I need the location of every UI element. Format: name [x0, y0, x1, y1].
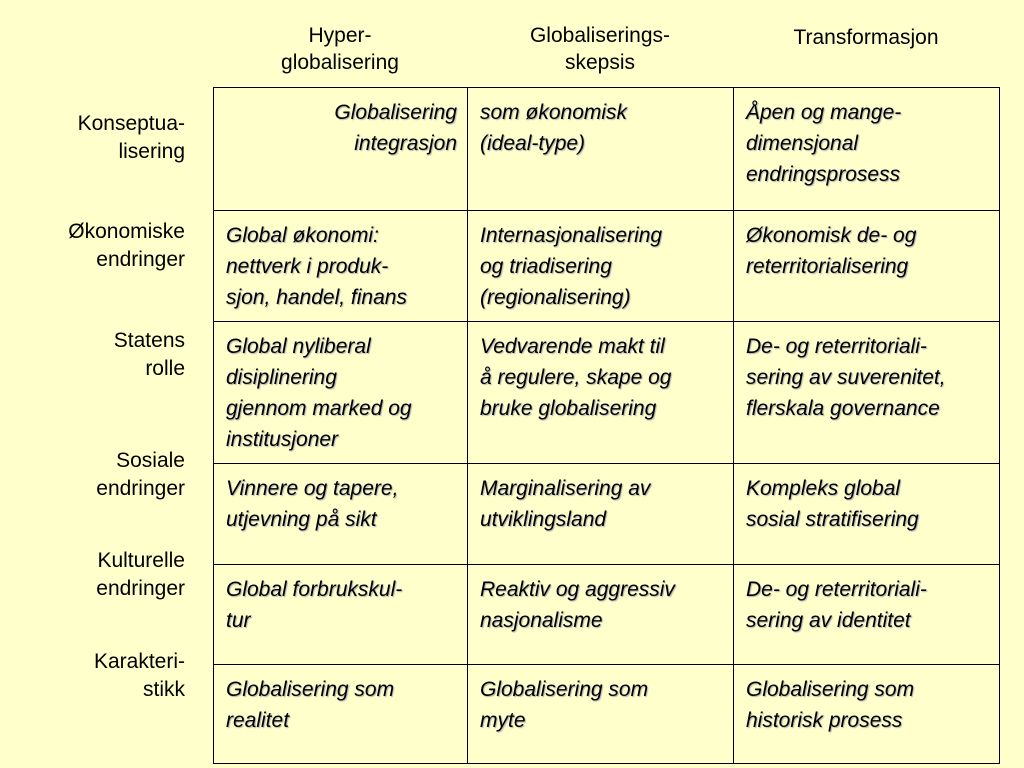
table-row [214, 322, 1000, 464]
cell-line: Global økonomi: [226, 224, 379, 247]
table-cell [734, 322, 1000, 464]
cell-line: Internasjonalisering [480, 224, 663, 247]
table-cell [214, 665, 468, 764]
table-cell [734, 464, 1000, 565]
cell-line: De- og reterritoriali- [746, 578, 927, 601]
cell-line: institusjoner [226, 428, 339, 451]
cell-line: nettverk i produk- [226, 255, 389, 278]
cell-line: Globalisering som [480, 678, 649, 701]
cell-line: Globalisering [334, 101, 457, 124]
cell-line: utviklingsland [480, 508, 607, 531]
cell-line: disiplinering [226, 366, 337, 389]
cell-line: sering av identitet [746, 609, 911, 632]
column-header-globaliseringsskepsis: Globaliserings- skepsis [529, 24, 671, 74]
cell-line: utjevning på sikt [226, 508, 377, 531]
cell-line: Kompleks global [746, 477, 901, 500]
table-row [214, 88, 1000, 211]
cell-line: dimensjonal [746, 132, 859, 155]
cell-line: tur [226, 609, 251, 632]
cell-line: realitet [226, 709, 290, 732]
table-cell [214, 211, 468, 322]
cell-line: sosial stratifisering [746, 508, 919, 531]
table-row [214, 211, 1000, 322]
column-header-transformasjon: Transformasjon [793, 26, 939, 49]
cell-line: De- og reterritoriali- [746, 335, 927, 358]
cell-line: Reaktiv og aggressiv [480, 578, 675, 601]
table-cell [468, 665, 734, 764]
cell-line: (regionalisering) [480, 286, 631, 309]
table-cell [214, 322, 468, 464]
cell-line: Globalisering som [746, 678, 915, 701]
table-row [214, 565, 1000, 665]
table-cell [734, 211, 1000, 322]
cell-line: endringsprosess [746, 163, 901, 186]
cell-line: Global forbrukskul- [226, 578, 403, 601]
cell-line: flerskala governance [746, 397, 940, 420]
cell-line: myte [480, 709, 526, 732]
cell-line: Marginalisering av [480, 477, 651, 500]
cell-line: som økonomisk [480, 101, 628, 124]
table-row [214, 464, 1000, 565]
cell-line: Økonomisk de- og [746, 224, 917, 247]
cell-line: bruke globalisering [480, 397, 657, 420]
cell-line: historisk prosess [746, 709, 903, 732]
cell-line: reterritorialisering [746, 255, 909, 278]
cell-line: Global nyliberal [226, 335, 371, 358]
table-cell [468, 464, 734, 565]
cell-line: Vedvarende makt til [480, 335, 665, 358]
table-cell [214, 565, 468, 665]
cell-line: sjon, handel, finans [226, 286, 407, 309]
row-label-karakteristikk: Karakteri- stikk [93, 650, 185, 701]
column-header-hyperglobalisering: Hyper- globalisering [281, 24, 399, 74]
cell-line: Globalisering som [226, 678, 395, 701]
table-cell [468, 565, 734, 665]
table-cell [468, 88, 734, 211]
row-label-konseptualisering: Konseptua- lisering [77, 112, 185, 163]
table-row [214, 665, 1000, 764]
row-label-statens-rolle: Statens rolle [113, 329, 185, 380]
table-cell [734, 665, 1000, 764]
row-label-kulturelle-endringer: Kulturelle endringer [96, 549, 185, 600]
table-cell [468, 322, 734, 464]
cell-line: å regulere, skape og [480, 366, 672, 389]
cell-line: gjennom marked og [226, 397, 412, 420]
table-cell [734, 88, 1000, 211]
cell-line: og triadisering [480, 255, 612, 278]
cell-line: sering av suverenitet, [746, 366, 946, 389]
cell-line: integrasjon [354, 132, 457, 155]
comparison-table [213, 87, 1000, 764]
table-cell [734, 565, 1000, 665]
cell-line: Åpen og mange- [746, 101, 902, 124]
table-cell [214, 88, 468, 211]
cell-line: Vinnere og tapere, [226, 477, 399, 500]
row-label-sosiale-endringer: Sosiale endringer [96, 449, 185, 500]
cell-line: nasjonalisme [480, 609, 603, 632]
row-label-okonomiske-endringer: Økonomiske endringer [68, 220, 185, 271]
table-cell [468, 211, 734, 322]
cell-line: (ideal-type) [480, 132, 586, 155]
table-cell [214, 464, 468, 565]
